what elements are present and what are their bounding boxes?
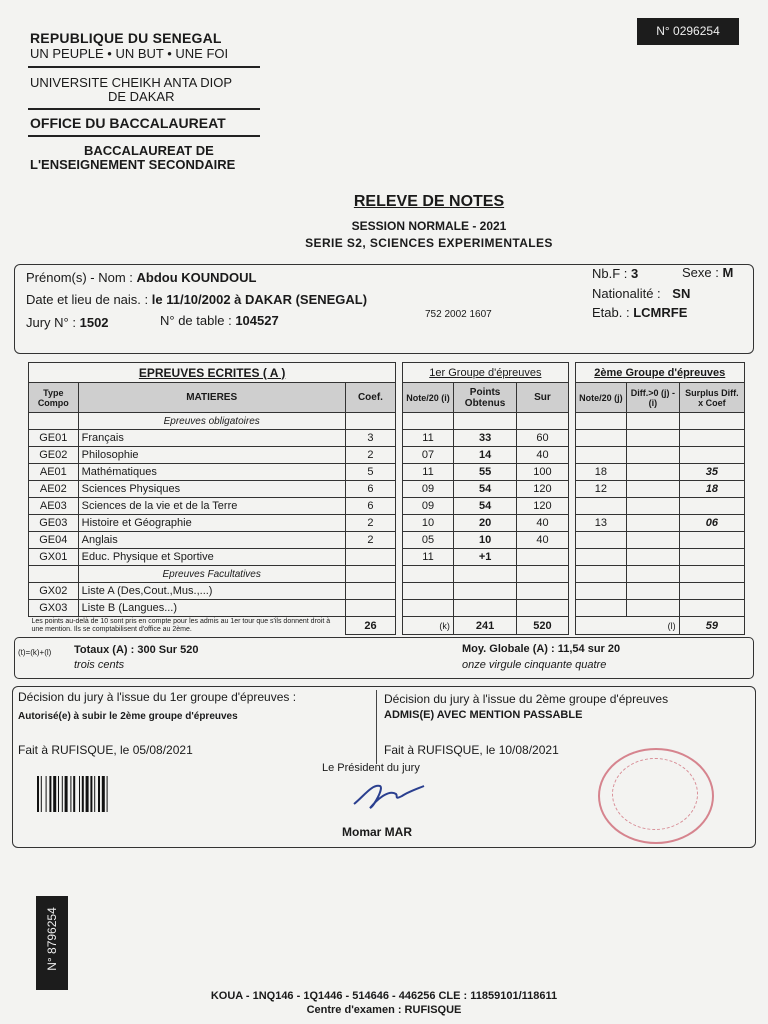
row-subject: Philosophie [78,447,345,464]
nbf-value: 3 [631,266,639,281]
row-coef: 5 [345,464,395,481]
national-motto: UN PEUPLE • UN BUT • UNE FOI [30,46,229,61]
row-points: 33 [453,430,517,447]
type-header: Type Compo [29,383,79,413]
row-code: AE01 [29,464,79,481]
row-points: 10 [453,532,517,549]
barcode-bar [65,776,68,812]
barcode-bar [70,776,71,812]
row-coef [345,549,395,566]
table-number-label: N° de table : [160,313,232,328]
row-subject: Liste B (Langues...) [78,600,345,617]
row-subject: Français [78,430,345,447]
row-diff [627,447,679,464]
k-label: (k) [403,617,454,635]
barcode-bar [102,776,105,812]
row-sur: 120 [517,498,568,515]
table-row [29,447,745,464]
table-row [29,481,745,498]
etab-label: Etab. : [592,305,630,320]
barcode-bar [41,776,42,812]
birth-row [26,292,367,307]
row-sur: 40 [517,447,568,464]
row-surplus [679,549,744,566]
sex-value: M [722,265,734,280]
nbf-row [592,266,638,281]
row-points: 55 [453,464,517,481]
jury-value: 1502 [79,315,109,330]
document-serial: N° 0296254 [637,18,739,45]
total-sur: 520 [517,617,568,635]
surplus-header: Surplus Diff. x Coef [679,383,744,413]
row-code: GE04 [29,532,79,549]
name-row [26,270,256,285]
row-diff [627,515,679,532]
birth-value: le 11/10/2002 à DAKAR (SENEGAL) [151,292,368,307]
name-label: Prénom(s) - Nom : [26,270,133,285]
row-code: GX01 [29,549,79,566]
university-name: UNIVERSITE CHEIKH ANTA DIOP [30,75,233,90]
bac-title-line2: L'ENSEIGNEMENT SECONDAIRE [30,157,236,172]
matieres-header: MATIERES [78,383,345,413]
row-note2: 12 [575,481,627,498]
row-note2 [575,430,627,447]
barcode-bar [53,776,56,812]
republic-title: REPUBLIQUE DU SENEGAL [30,30,222,46]
university-city: DE DAKAR [108,89,175,104]
row-note: 11 [403,430,454,447]
row-coef: 2 [345,447,395,464]
divider [28,66,260,68]
total-coef: 26 [345,617,395,635]
table-row [29,583,745,600]
row-points: 14 [453,447,517,464]
row-note2 [575,549,627,566]
row-code: AE03 [29,498,79,515]
sur-header: Sur [517,383,568,413]
points-header: Points Obtenus [453,383,517,413]
row-note2 [575,498,627,515]
diff-header: Diff.>0 (j) - (i) [627,383,679,413]
group1-header: 1er Groupe d'épreuves [403,363,568,383]
row-diff [627,464,679,481]
row-subject: Educ. Physique et Sportive [78,549,345,566]
section-obligatoires: Epreuves obligatoires [78,413,345,430]
etab-row [592,305,687,320]
barcode-bar [98,776,100,812]
barcode-bar [107,776,108,812]
l-label: (l) [575,617,679,635]
row-note: 07 [403,447,454,464]
table-row [29,600,745,617]
barcode-bar [90,776,92,812]
table-number-row [160,313,279,328]
divider [28,108,260,110]
row-points: 54 [453,481,517,498]
row-note2: 18 [575,464,627,481]
group2-header: 2ème Groupe d'épreuves [575,363,744,383]
decision2-title: Décision du jury à l'issue du 2ème groupe d'épreuves [384,692,669,706]
barcode-bar [86,776,89,812]
bac-title-line1: BACCALAUREAT DE [84,143,214,158]
row-diff [627,498,679,515]
totals-words: trois cents [74,659,125,671]
row-note: 09 [403,481,454,498]
row-surplus [679,447,744,464]
barcode-bar [62,776,63,812]
coef-header: Coef. [345,383,395,413]
president-signature [350,776,430,812]
side-serial-text: N° 8796254 [45,907,59,971]
table-row [29,464,745,481]
barcode-bar [49,776,51,812]
decision1-value: Autorisé(e) à subir le 2ème groupe d'épreuves [18,711,238,722]
table-row [29,430,745,447]
table-number-value: 104527 [235,313,279,328]
row-surplus [679,430,744,447]
row-note: 11 [403,464,454,481]
row-subject: Anglais [78,532,345,549]
serie-label: SERIE S2, SCIENCES EXPERIMENTALES [305,236,553,250]
grades-table [28,362,745,635]
barcode-bar [82,776,84,812]
row-note: 05 [403,532,454,549]
divider [28,135,260,137]
row-surplus: 35 [679,464,744,481]
side-serial [36,896,68,990]
row-note: 09 [403,498,454,515]
sex-row [682,265,733,280]
row-surplus: 18 [679,481,744,498]
barcode-bar [46,776,47,812]
table-row [29,549,745,566]
barcode-bar [94,776,95,812]
total-points: 241 [453,617,517,635]
row-subject: Sciences de la vie et de la Terre [78,498,345,515]
row-points: +1 [453,549,517,566]
total-surplus: 59 [679,617,744,635]
grade-rows [29,430,745,566]
row-sur: 40 [517,515,568,532]
nationality-value: SN [672,286,691,301]
row-points: 20 [453,515,517,532]
average-words: onze virgule cinquante quatre [462,659,607,671]
totals-label: Totaux (A) : 300 Sur 520 [74,644,199,656]
row-coef: 2 [345,532,395,549]
decision2-value: ADMIS(E) AVEC MENTION PASSABLE [384,709,583,721]
row-sur [517,549,568,566]
etab-value: LCMRFE [633,305,688,320]
decision1-place-date: Fait à RUFISQUE, le 05/08/2021 [18,743,193,757]
row-code: GX03 [29,600,79,617]
row-diff [627,549,679,566]
table-row [29,498,745,515]
row-sur: 60 [517,430,568,447]
exam-centre: Centre d'examen : RUFISQUE [306,1004,462,1016]
row-code: GE03 [29,515,79,532]
barcode [37,776,137,812]
barcode-bar [73,776,75,812]
row-coef: 2 [345,515,395,532]
table-row [29,515,745,532]
barcode-bar [58,776,59,812]
row-diff [627,481,679,498]
row-subject: Liste A (Des,Cout.,Mus.,...) [78,583,345,600]
nationality-label: Nationalité : [592,286,661,301]
jury-label: Jury N° : [26,315,76,330]
row-sur: 100 [517,464,568,481]
row-coef: 6 [345,498,395,515]
row-code: GE01 [29,430,79,447]
row-code: GE02 [29,447,79,464]
footer-codes: KOUA - 1NQ146 - 1Q1446 - 514646 - 446256 CLE : 11859101/118611 [210,990,558,1002]
jury-row [26,315,109,330]
row-note: 11 [403,549,454,566]
facultative-rows [29,583,745,617]
section-facultatives: Epreuves Facultatives [78,566,345,583]
totals-formula: (t)=(k)+(l) [18,648,52,657]
page-title: RELEVE DE NOTES [353,193,505,210]
note-header: Note/20 (i) [403,383,454,413]
average-label: Moy. Globale (A) : 11,54 sur 20 [462,643,621,655]
candidate-name: Abdou KOUNDOUL [136,270,257,285]
session-label: SESSION NORMALE - 2021 [351,219,507,233]
row-surplus [679,532,744,549]
row-note: 10 [403,515,454,532]
row-note2 [575,447,627,464]
birth-label: Date et lieu de nais. : [26,292,149,307]
candidate-code: 752 2002 1607 [425,309,492,320]
nbf-label: Nb.F : [592,266,628,281]
row-diff [627,430,679,447]
row-note2 [575,532,627,549]
row-points: 54 [453,498,517,515]
decision2-place-date: Fait à RUFISQUE, le 10/08/2021 [384,743,559,757]
official-stamp-inner [612,758,698,830]
note2-header: Note/20 (j) [575,383,627,413]
nationality-row [592,286,690,301]
row-coef: 6 [345,481,395,498]
sex-label: Sexe : [682,265,719,280]
barcode-bar [37,776,39,812]
president-name: Momar MAR [342,825,413,839]
row-code: AE02 [29,481,79,498]
row-subject: Sciences Physiques [78,481,345,498]
row-sur: 40 [517,532,568,549]
table-title: EPREUVES ECRITES ( A ) [29,363,396,383]
office-title: OFFICE DU BACCALAUREAT [30,115,226,131]
barcode-bar [79,776,80,812]
row-sur: 120 [517,481,568,498]
row-diff [627,532,679,549]
decision-divider [376,690,377,764]
row-subject: Mathématiques [78,464,345,481]
decision1-title: Décision du jury à l'issue du 1er groupe d'épreuves : [18,690,297,704]
row-note2: 13 [575,515,627,532]
row-code: GX02 [29,583,79,600]
points-note: Les points au-delà de 10 sont pris en compte pour les admis au 1er tour que s'ils donnent droit à une mention. Ils se comptabilisent d'office au 2ème. [29,617,346,635]
row-surplus: 06 [679,515,744,532]
row-coef: 3 [345,430,395,447]
table-row [29,532,745,549]
row-subject: Histoire et Géographie [78,515,345,532]
president-label: Le Président du jury [322,762,420,774]
row-surplus [679,498,744,515]
